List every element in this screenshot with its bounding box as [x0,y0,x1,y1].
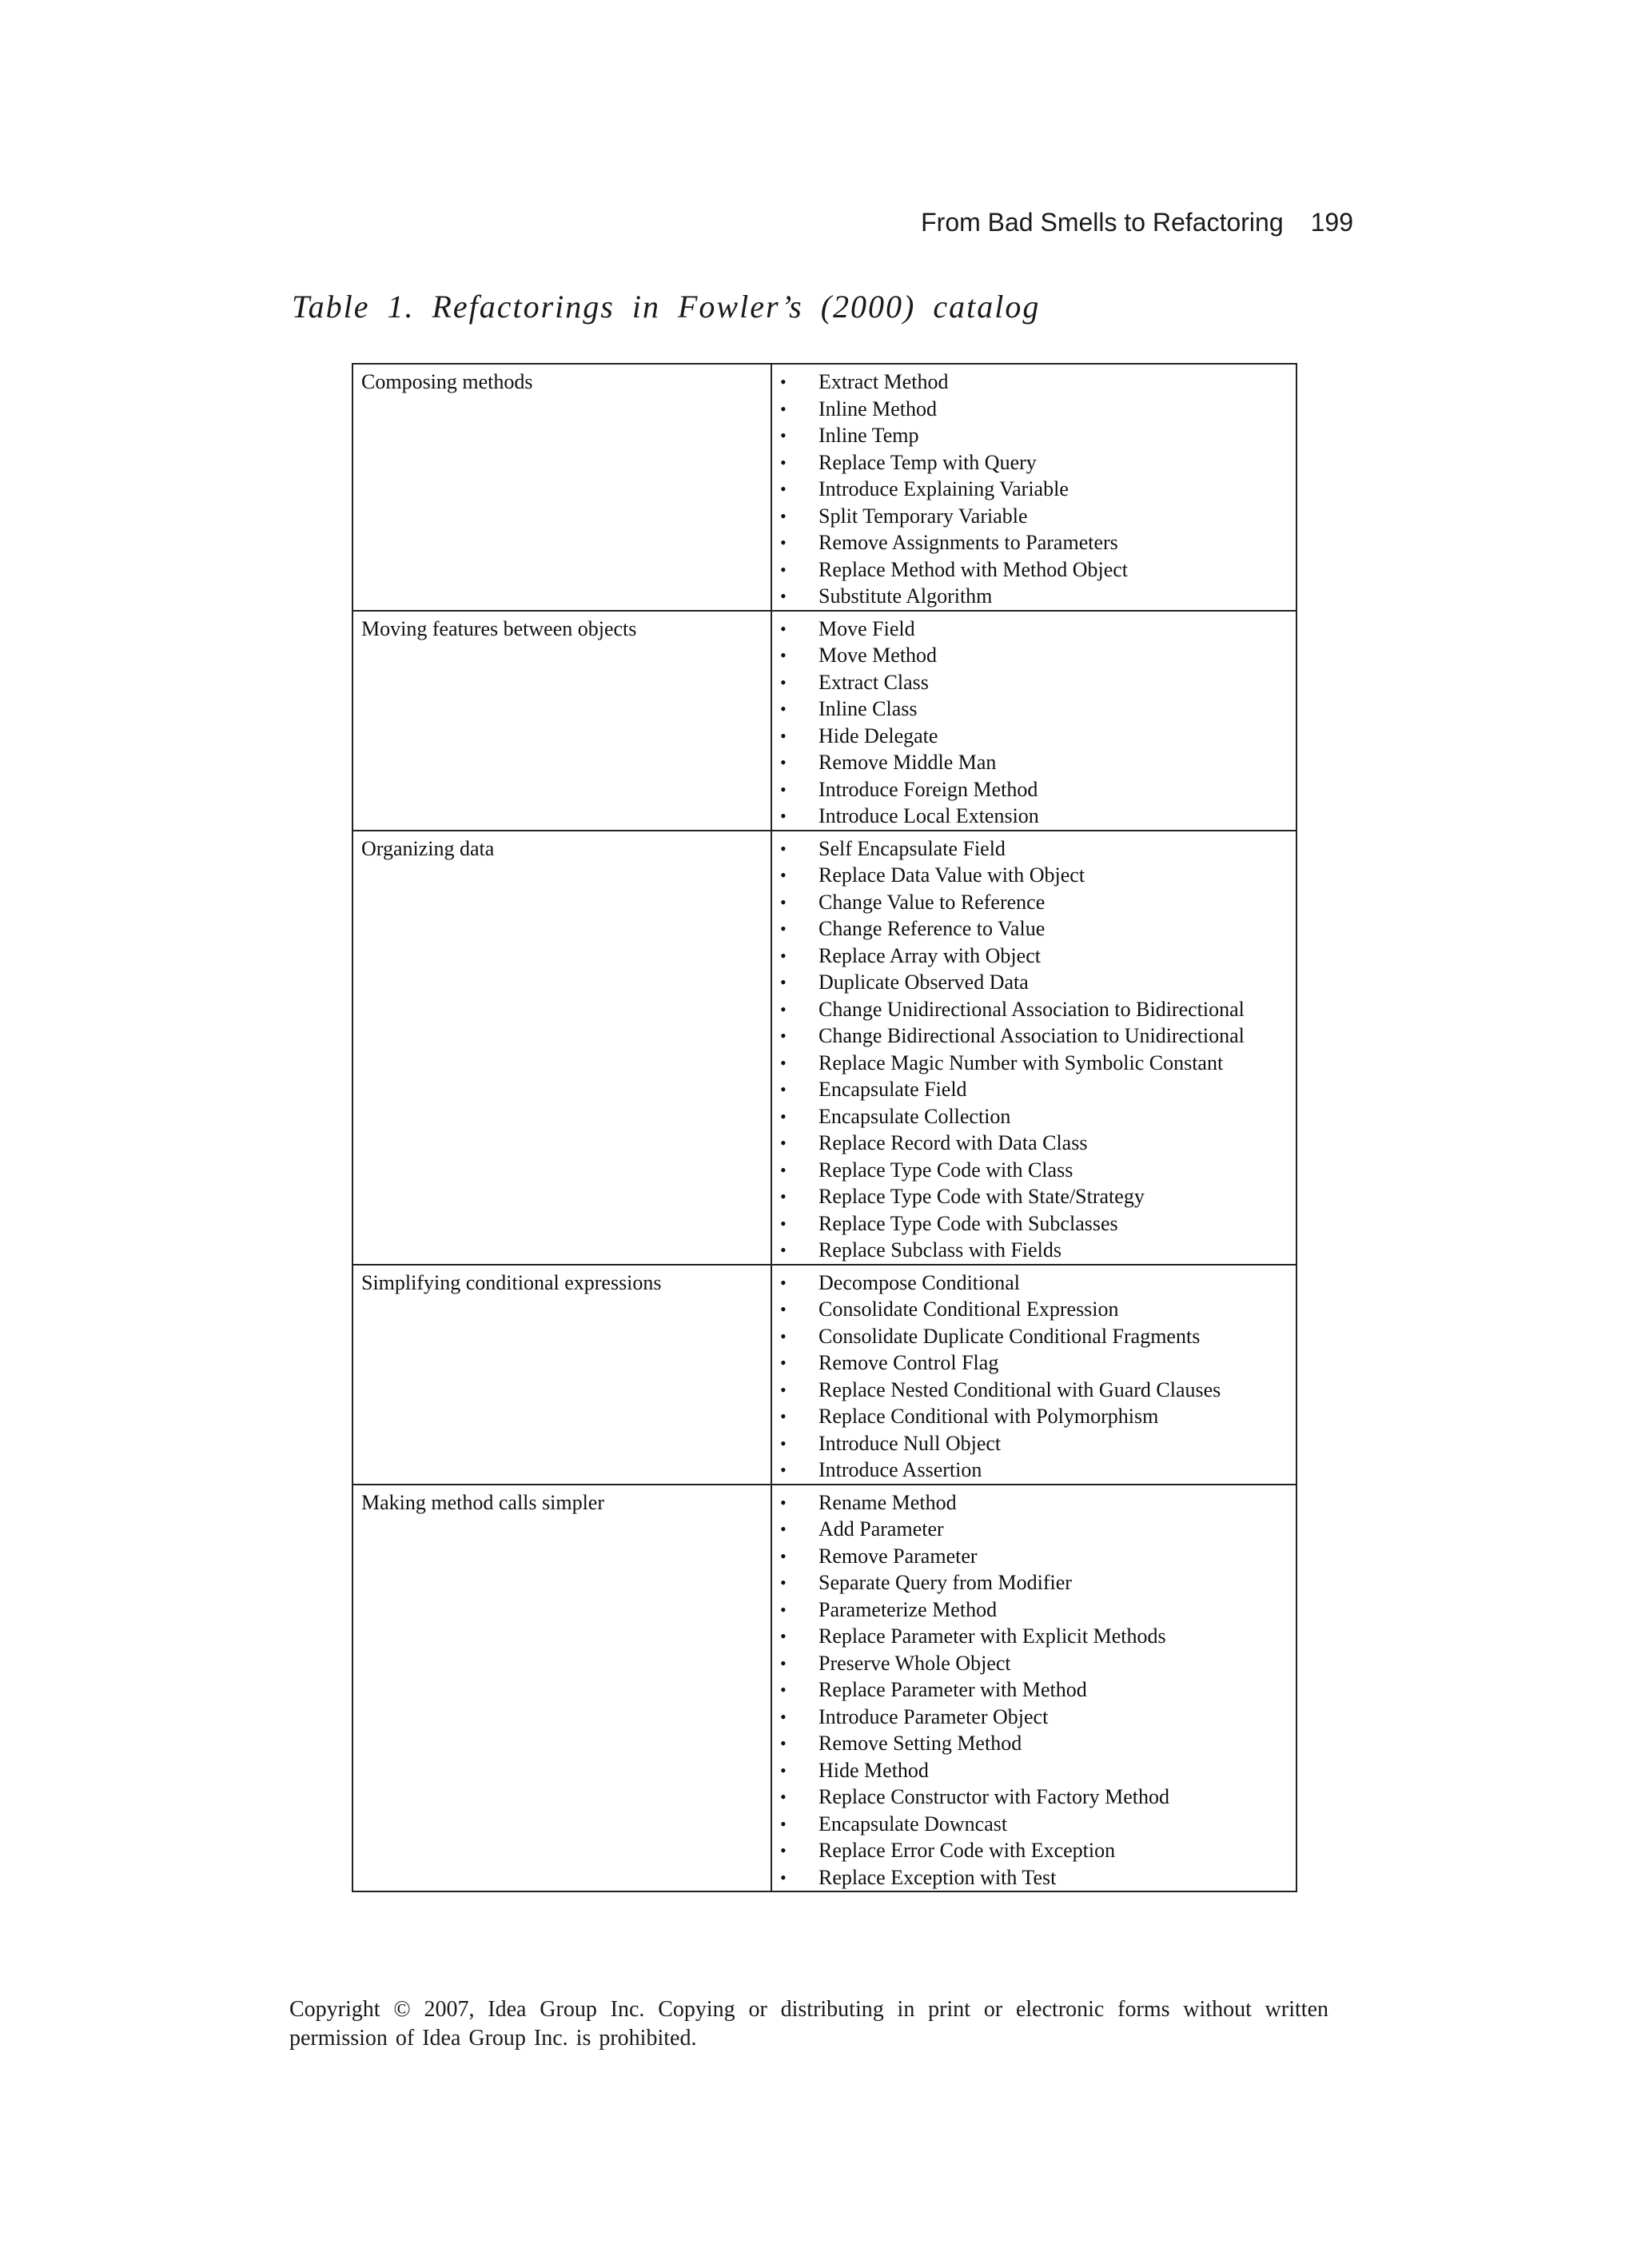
refactoring-name: Encapsulate Field [818,1078,967,1101]
refactoring-name: Replace Nested Conditional with Guard Clauses [818,1377,1221,1401]
refactoring-name: Parameterize Method [818,1597,998,1621]
list-item [772,642,1296,669]
refactoring-name: Extract Class [818,670,929,694]
refactoring-name: Replace Constructor with Factory Method [818,1785,1170,1808]
refactoring-name: Consolidate Conditional Expression [818,1297,1119,1321]
table-body [352,364,1296,1891]
refactoring-name: Replace Magic Number with Symbolic Constant [818,1050,1224,1074]
list-item [772,1076,1296,1103]
list-item [772,1210,1296,1238]
refactoring-name: Hide Method [818,1758,929,1782]
bullet-icon: • [780,1213,787,1234]
refactoring-name: Split Temporary Variable [818,504,1028,528]
refactoring-name: Replace Type Code with Subclasses [818,1211,1118,1235]
bullet-icon: • [780,1867,787,1887]
bullet-icon: • [780,1680,787,1700]
refactoring-list [772,1489,1296,1891]
refactoring-name: Replace Array with Object [818,943,1041,967]
refactoring-name: Inline Class [818,697,918,720]
bullet-icon: • [780,1545,787,1566]
list-item [772,503,1296,530]
refactoring-name: Rename Method [818,1490,957,1514]
bullet-icon: • [780,1079,787,1099]
list-item [772,1811,1296,1838]
bullet-icon: • [780,972,787,992]
refactoring-name: Introduce Explaining Variable [818,477,1069,500]
bullet-icon: • [780,1813,787,1834]
category-label: Composing methods [361,370,533,393]
bullet-icon: • [780,479,787,499]
list-item [772,1157,1296,1184]
bullet-icon: • [780,1133,787,1153]
list-item [772,1864,1296,1891]
refactoring-name: Move Method [818,644,938,667]
refactoring-catalog-table [352,363,1297,1892]
refactoring-name: Inline Temp [818,424,919,447]
table-row [352,611,1296,831]
bullet-icon: • [780,838,787,859]
running-head [921,208,1353,237]
bullet-icon: • [780,618,787,639]
bullet-icon: • [780,891,787,912]
list-item [772,1837,1296,1864]
category-cell [352,364,771,611]
list-item [772,1377,1296,1404]
refactoring-name: Replace Parameter with Explicit Methods [818,1624,1166,1648]
refactoring-name: Remove Setting Method [818,1732,1022,1755]
bullet-icon: • [780,1840,787,1860]
list-item [772,749,1296,776]
list-item [772,529,1296,556]
bullet-icon: • [780,1299,787,1319]
category-label: Making method calls simpler [361,1490,605,1514]
refactoring-name: Inline Method [818,397,938,421]
bullet-icon: • [780,1052,787,1073]
refactoring-name: Separate Query from Modifier [818,1571,1072,1594]
refactoring-name: Replace Data Value with Object [818,863,1085,887]
refactoring-name: Consolidate Duplicate Conditional Fragments [818,1324,1201,1348]
category-cell [352,831,771,1265]
table-row [352,1265,1296,1485]
refactoring-name: Replace Temp with Query [818,450,1037,474]
list-item [772,943,1296,970]
bullet-icon: • [780,398,787,419]
list-item [772,1270,1296,1297]
list-item [772,996,1296,1023]
list-item [772,1623,1296,1650]
bullet-icon: • [780,1433,787,1453]
list-item [772,1237,1296,1264]
list-item [772,1757,1296,1784]
bullet-icon: • [780,1460,787,1480]
bullet-icon: • [780,559,787,580]
list-item [772,1784,1296,1811]
list-item [772,422,1296,449]
list-item [772,803,1296,830]
refactoring-name: Move Field [818,616,915,640]
refactoring-name: Introduce Local Extension [818,804,1039,827]
list-item [772,889,1296,916]
list-item [772,1130,1296,1157]
bullet-icon: • [780,1706,787,1727]
refactorings-cell [771,611,1296,831]
refactoring-name: Preserve Whole Object [818,1651,1011,1675]
list-item [772,1543,1296,1570]
bullet-icon: • [780,1240,787,1260]
bullet-icon: • [780,1519,787,1539]
refactoring-list [772,616,1296,830]
bullet-icon: • [780,1379,787,1400]
bullet-icon: • [780,1106,787,1126]
list-item [772,1650,1296,1677]
bullet-icon: • [780,1353,787,1373]
table-row [352,1485,1296,1892]
list-item [772,1403,1296,1430]
refactoring-name: Change Bidirectional Association to Unidirectional [818,1024,1245,1047]
table-row [352,364,1296,611]
bullet-icon: • [780,532,787,552]
list-item [772,449,1296,476]
refactoring-name: Replace Record with Data Class [818,1131,1088,1154]
list-item [772,1430,1296,1457]
refactoring-list [772,369,1296,610]
list-item [772,476,1296,503]
bullet-icon: • [780,1492,787,1513]
list-item [772,583,1296,610]
list-item [772,1676,1296,1704]
bullet-icon: • [780,806,787,826]
list-item [772,1349,1296,1377]
list-item [772,776,1296,803]
refactoring-name: Replace Conditional with Polymorphism [818,1405,1159,1428]
list-item [772,1516,1296,1543]
refactoring-name: Encapsulate Collection [818,1104,1011,1128]
table-row [352,831,1296,1265]
refactoring-name: Replace Type Code with Class [818,1158,1073,1182]
bullet-icon: • [780,1572,787,1592]
bullet-icon: • [780,505,787,526]
refactoring-name: Introduce Foreign Method [818,777,1038,801]
refactoring-list [772,835,1296,1264]
list-item [772,1489,1296,1517]
refactoring-name: Replace Exception with Test [818,1865,1057,1889]
bullet-icon: • [780,919,787,939]
refactoring-name: Self Encapsulate Field [818,836,1006,860]
bullet-icon: • [780,672,787,692]
list-item [772,1296,1296,1323]
bullet-icon: • [780,945,787,966]
list-item [772,696,1296,723]
bullet-icon: • [780,645,787,665]
refactorings-cell [771,1265,1296,1485]
bullet-icon: • [780,1787,787,1807]
list-item [772,1730,1296,1757]
bullet-icon: • [780,998,787,1019]
bullet-icon: • [780,1325,787,1346]
refactoring-list [772,1270,1296,1484]
refactoring-name: Substitute Algorithm [818,584,993,608]
list-item [772,969,1296,996]
category-cell [352,1265,771,1485]
refactoring-name: Replace Parameter with Method [818,1678,1087,1701]
bullet-icon: • [780,1652,787,1673]
refactoring-name: Add Parameter [818,1517,944,1541]
refactoring-name: Introduce Assertion [818,1458,982,1481]
refactoring-name: Remove Control Flag [818,1351,999,1374]
list-item [772,1569,1296,1596]
list-item [772,669,1296,696]
bullet-icon: • [780,779,787,799]
list-item [772,396,1296,423]
list-item [772,835,1296,863]
bullet-icon: • [780,452,787,472]
list-item [772,369,1296,396]
list-item [772,1183,1296,1210]
refactoring-name: Introduce Parameter Object [818,1704,1049,1728]
bullet-icon: • [780,1026,787,1046]
bullet-icon: • [780,425,787,445]
running-title: From Bad Smells to Refactoring [921,208,1284,237]
refactoring-name: Remove Assignments to Parameters [818,531,1118,554]
list-item [772,1050,1296,1077]
category-label: Simplifying conditional expressions [361,1270,662,1294]
bullet-icon: • [780,1186,787,1206]
refactoring-name: Replace Type Code with State/Strategy [818,1185,1145,1208]
list-item [772,1457,1296,1484]
bullet-icon: • [780,1599,787,1620]
category-label: Organizing data [361,836,495,860]
list-item [772,1103,1296,1130]
page-number: 199 [1310,208,1353,237]
category-cell [352,1485,771,1892]
list-item [772,1323,1296,1350]
refactoring-name: Replace Method with Method Object [818,557,1129,581]
refactoring-name: Extract Method [818,370,949,393]
bullet-icon: • [780,699,787,719]
list-item [772,1596,1296,1624]
list-item [772,915,1296,943]
bullet-icon: • [780,372,787,392]
bullet-icon: • [780,1733,787,1753]
bullet-icon: • [780,1159,787,1180]
refactorings-cell [771,831,1296,1265]
bullet-icon: • [780,586,787,606]
list-item [772,556,1296,584]
bullet-icon: • [780,865,787,885]
category-cell [352,611,771,831]
table-caption: Table 1. Refactorings in Fowler’s (2000) catalog [292,289,1041,325]
list-item [772,1704,1296,1731]
refactoring-name: Remove Parameter [818,1544,978,1568]
refactoring-name: Duplicate Observed Data [818,971,1029,994]
list-item [772,1022,1296,1050]
bullet-icon: • [780,1760,787,1780]
copyright-notice: Copyright © 2007, Idea Group Inc. Copying or distributing in print or electronic forms without written permission of Idea Group Inc. is prohibited. [289,1997,1328,2051]
refactoring-name: Remove Middle Man [818,751,997,774]
refactoring-name: Change Value to Reference [818,890,1046,914]
refactoring-name: Change Reference to Value [818,917,1046,940]
refactoring-name: Replace Error Code with Exception [818,1839,1116,1862]
bullet-icon: • [780,1626,787,1646]
category-label: Moving features between objects [361,616,637,640]
bullet-icon: • [780,1406,787,1426]
refactoring-name: Change Unidirectional Association to Bidirectional [818,997,1245,1021]
list-item [772,616,1296,643]
refactoring-name: Replace Subclass with Fields [818,1238,1062,1262]
refactoring-name: Hide Delegate [818,723,938,747]
refactorings-cell [771,364,1296,611]
list-item [772,723,1296,750]
refactoring-name: Encapsulate Downcast [818,1812,1008,1836]
bullet-icon: • [780,1272,787,1293]
refactorings-cell [771,1485,1296,1892]
bullet-icon: • [780,725,787,746]
refactoring-name: Introduce Null Object [818,1431,1002,1455]
bullet-icon: • [780,752,787,772]
refactoring-name: Decompose Conditional [818,1270,1021,1294]
list-item [772,862,1296,889]
